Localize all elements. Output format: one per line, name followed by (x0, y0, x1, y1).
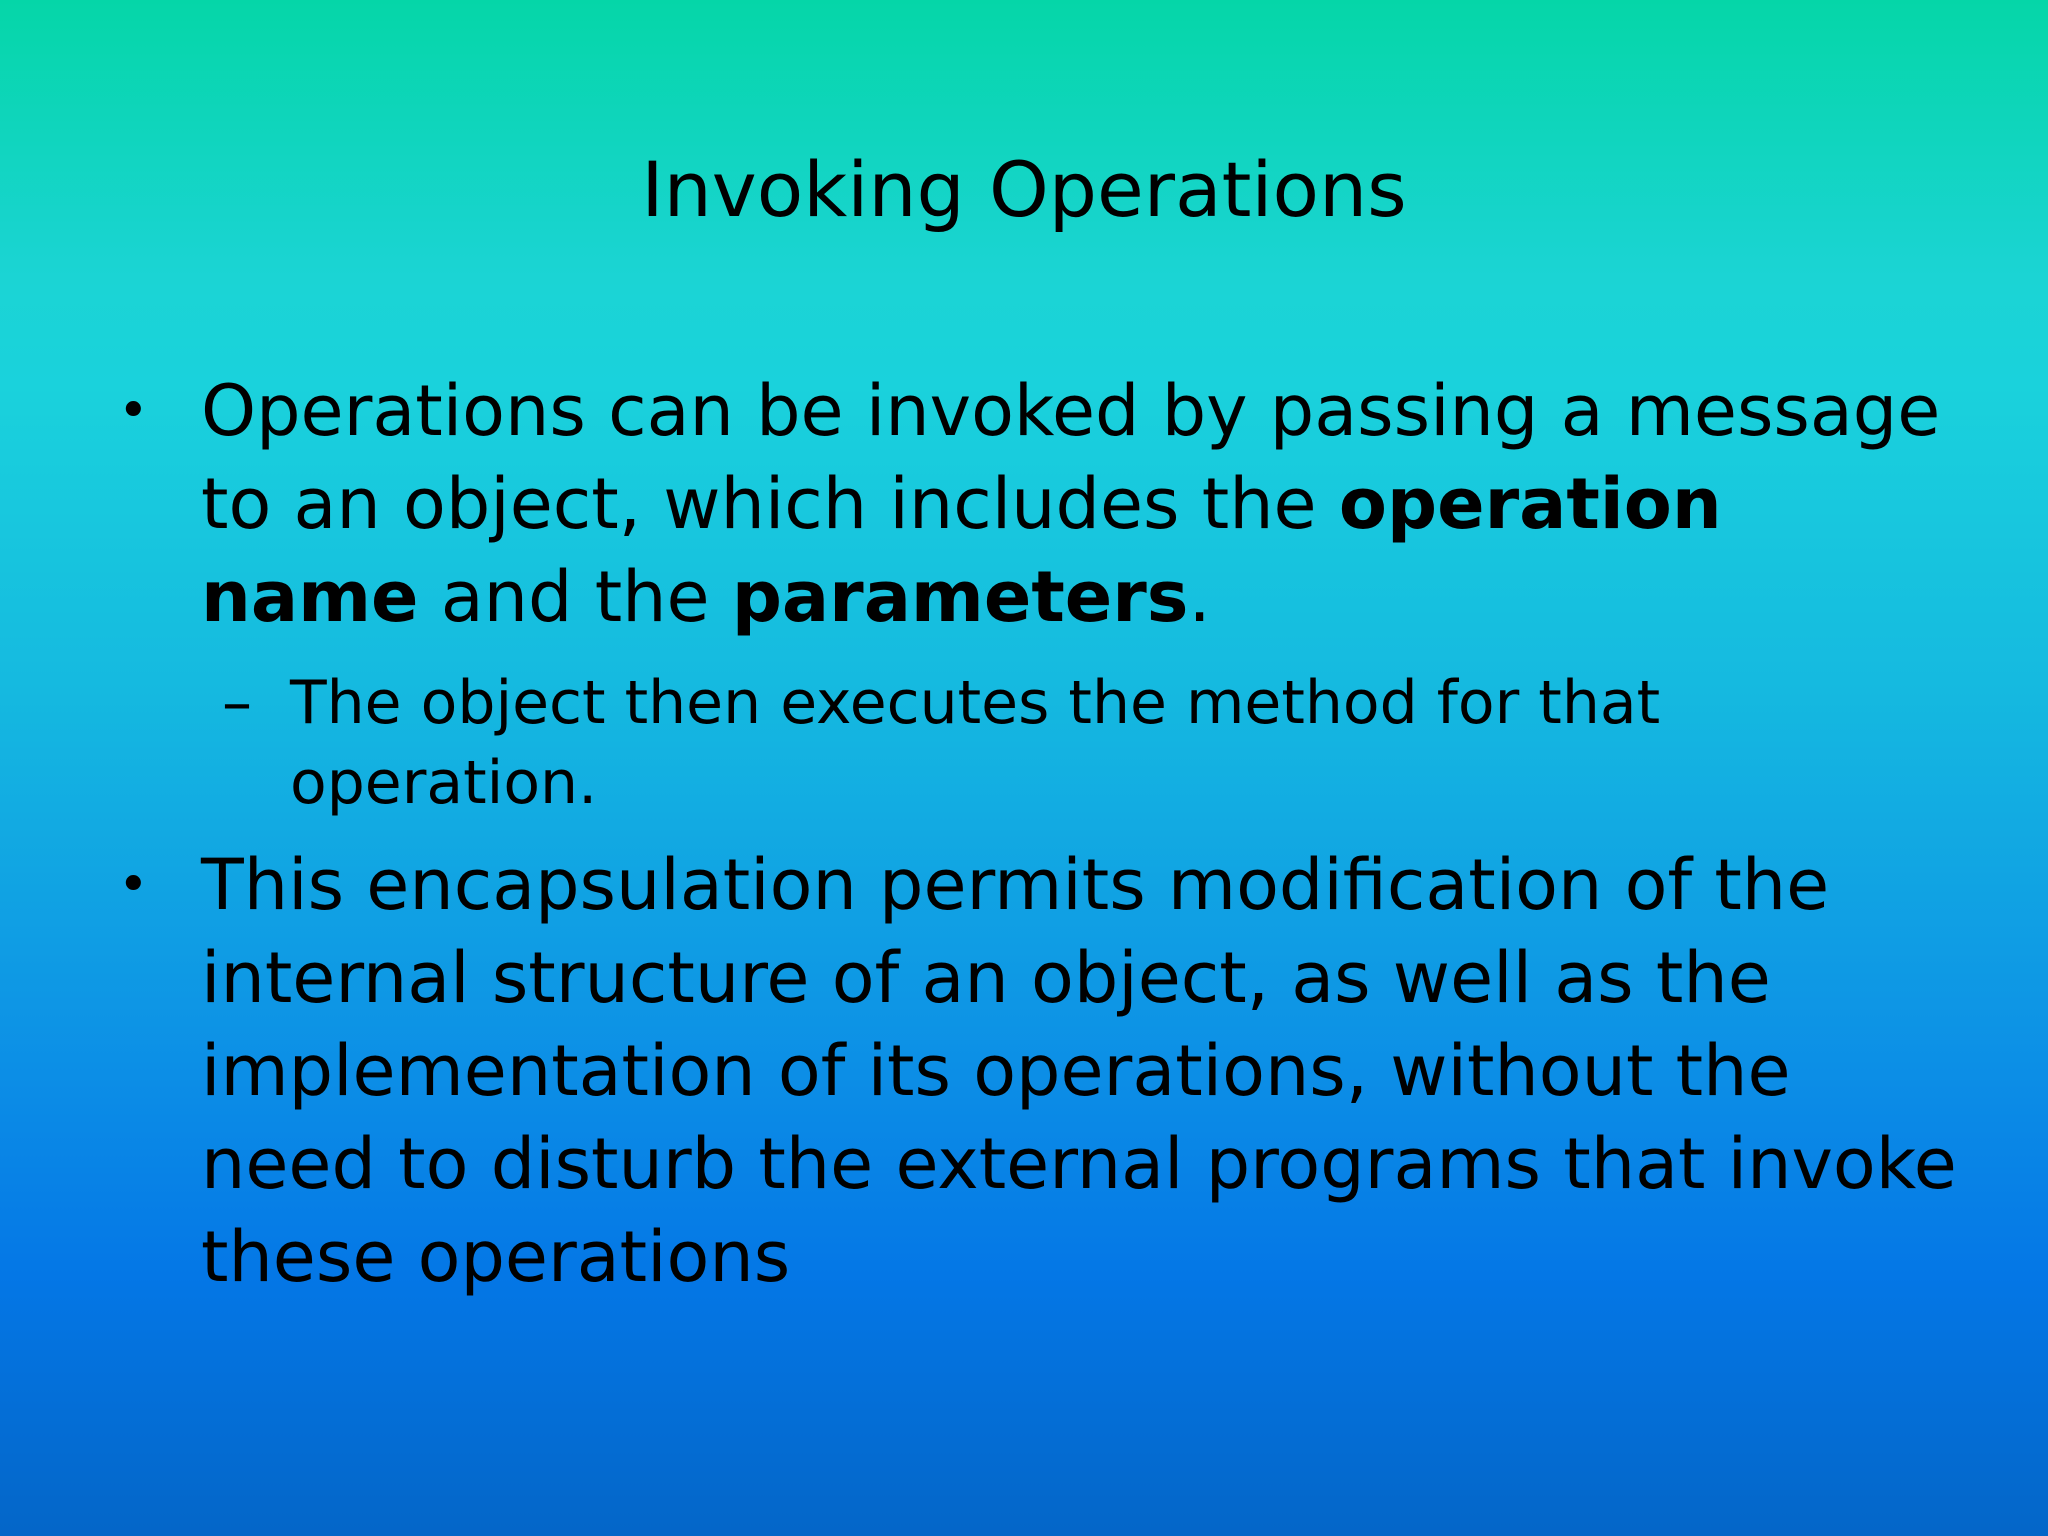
bold-term-operation-name: operation name (201, 463, 1722, 638)
bullet-text: . (1188, 556, 1211, 638)
sub-bullet-marker: – (222, 668, 252, 738)
bullet-marker: • (118, 855, 149, 915)
bullet-text: This encapsulation permits modification of the internal structure of an object, as well as the implementation of its operations, without the need to disturb the external programs that invoke these operations (201, 844, 1957, 1298)
sub-bullet-text: The object then executes the method for that operation. (290, 668, 1661, 818)
bullet-item-1 (118, 365, 1961, 644)
sub-bullet-item-1 (222, 663, 1710, 823)
bullet-text: and the (418, 556, 732, 638)
bullet-item-2 (118, 839, 1961, 1304)
bullet-marker: • (118, 381, 149, 441)
slide-title: Invoking Operations (641, 145, 1407, 234)
bullet-text: Operations can be invoked by passing a message to an object, which includes the (201, 370, 1941, 545)
bold-term-parameters: parameters (731, 556, 1189, 638)
